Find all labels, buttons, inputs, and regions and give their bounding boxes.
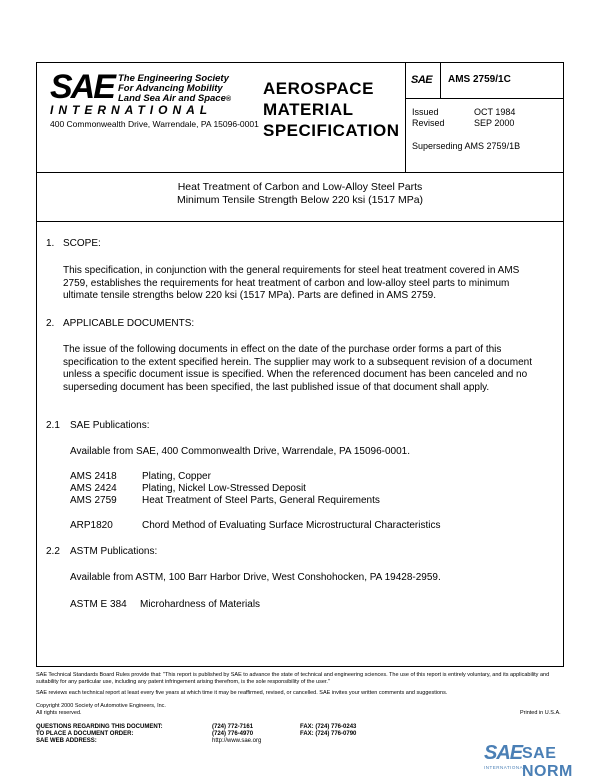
document-number: AMS 2759/1C	[448, 74, 511, 85]
sae-logo: SAE	[50, 68, 114, 106]
footer-copyright: Copyright 2000 Society of Automotive Engineers, Inc.	[36, 703, 166, 709]
international-label: INTERNATIONAL	[50, 103, 213, 117]
reference-row: AMS 2424 Plating, Nickel Low-Stressed Deposit	[70, 483, 306, 494]
society-address: 400 Commonwealth Drive, Warrendale, PA 15096-0001	[50, 119, 259, 129]
issued-date: OCT 1984	[474, 107, 516, 117]
docnum-divider	[440, 62, 441, 98]
header-divider	[405, 62, 406, 173]
web-address-link[interactable]: http://www.sae.org	[212, 738, 262, 744]
sae-availability: Available from SAE, 400 Commonwealth Drive, Warrendale, PA 15096-0001.	[70, 446, 410, 457]
section-1-number: 1.	[46, 238, 55, 249]
contact-row: TO PLACE A DOCUMENT ORDER: (724) 776-4970 FAX: (724) 776-0790	[36, 731, 357, 737]
section-2-text: The issue of the following documents in effect on the date of the purchase order forms a part of this specification to the extent specified herein. The supplier may work to a subsequent revision of a document unless a specific document issue is specified. When the referenced document has been canceled and no superseding document has been specified, the last published issue of that document shall apply.	[63, 344, 532, 393]
astm-reference-row: ASTM E 384 Microhardness of Materials	[70, 599, 261, 610]
section-1-text: This specification, in conjunction with the general requirements for steel heat treatment covered in AMS 2759, establishes the requirements for heat treatment of carbon and low-alloy steel parts to minimum ultimate tensile strengths below 220 ksi (1517 MPa). Parts are defined in AMS 2759.	[63, 265, 520, 301]
section-2-1-title: SAE Publications:	[70, 420, 150, 431]
superseding-note: Superseding AMS 2759/1B	[412, 141, 521, 151]
footer-printed: Printed in U.S.A.	[520, 710, 561, 716]
revised-label: Revised	[412, 118, 445, 128]
watermark-tagline: INTERNATIONAL	[484, 765, 527, 770]
contact-row: SAE WEB ADDRESS: http://www.sae.org	[36, 738, 262, 744]
revised-date: SEP 2000	[474, 118, 515, 128]
section-2-2-number: 2.2	[46, 546, 60, 557]
footer-disclaimer: SAE Technical Standards Board Rules provide that: "This report is published by SAE to advance the state of technical and engineering sciences. The use of this report is entirely voluntary, and its applicability and suitability for any particular use, including any patent infringement arising therefrom, is the sole responsibility of the user."	[36, 672, 550, 685]
document-title: Heat Treatment of Carbon and Low-Alloy Steel Parts Minimum Tensile Strength Below 220 ksi (1517 MPa)	[176, 181, 424, 206]
arp-reference-row: ARP1820 Chord Method of Evaluating Surface Microstructural Characteristics	[70, 520, 441, 531]
reference-row: AMS 2759 Heat Treatment of Steel Parts, General Requirements	[70, 495, 380, 506]
watermark-text: SAE NORM	[522, 745, 573, 780]
sae-small-logo: SAE	[411, 74, 433, 86]
sae-reference-list	[70, 471, 380, 507]
section-2-title: APPLICABLE DOCUMENTS:	[63, 318, 195, 329]
footer-contacts	[36, 724, 436, 745]
contact-row: QUESTIONS REGARDING THIS DOCUMENT: (724) 772-7161 FAX: (724) 776-0243	[36, 724, 357, 730]
docnum-underline	[405, 98, 564, 99]
footer-review-note: SAE reviews each technical report at least every five years at which time it may be reaffirmed, revised, or cancelled. SAE invites your written comments and suggestions.	[36, 690, 448, 696]
society-name: The Engineering Society For Advancing Mobility Land Sea Air and Space®	[118, 73, 232, 104]
section-2-1-number: 2.1	[46, 420, 60, 431]
section-2-2-title: ASTM Publications:	[70, 546, 158, 557]
sae-norm-watermark	[484, 742, 598, 780]
watermark-logo: SAE	[484, 742, 523, 764]
footer-rights: All rights reserved.	[36, 710, 82, 716]
section-2-number: 2.	[46, 318, 55, 329]
reference-row: AMS 2418 Plating, Copper	[70, 471, 211, 482]
spec-type-title: AEROSPACE MATERIAL SPECIFICATION	[263, 79, 400, 140]
section-1-title: SCOPE:	[63, 238, 101, 249]
astm-availability: Available from ASTM, 100 Barr Harbor Drive, West Conshohocken, PA 19428-2959.	[70, 572, 441, 583]
issued-label: Issued	[412, 107, 439, 117]
